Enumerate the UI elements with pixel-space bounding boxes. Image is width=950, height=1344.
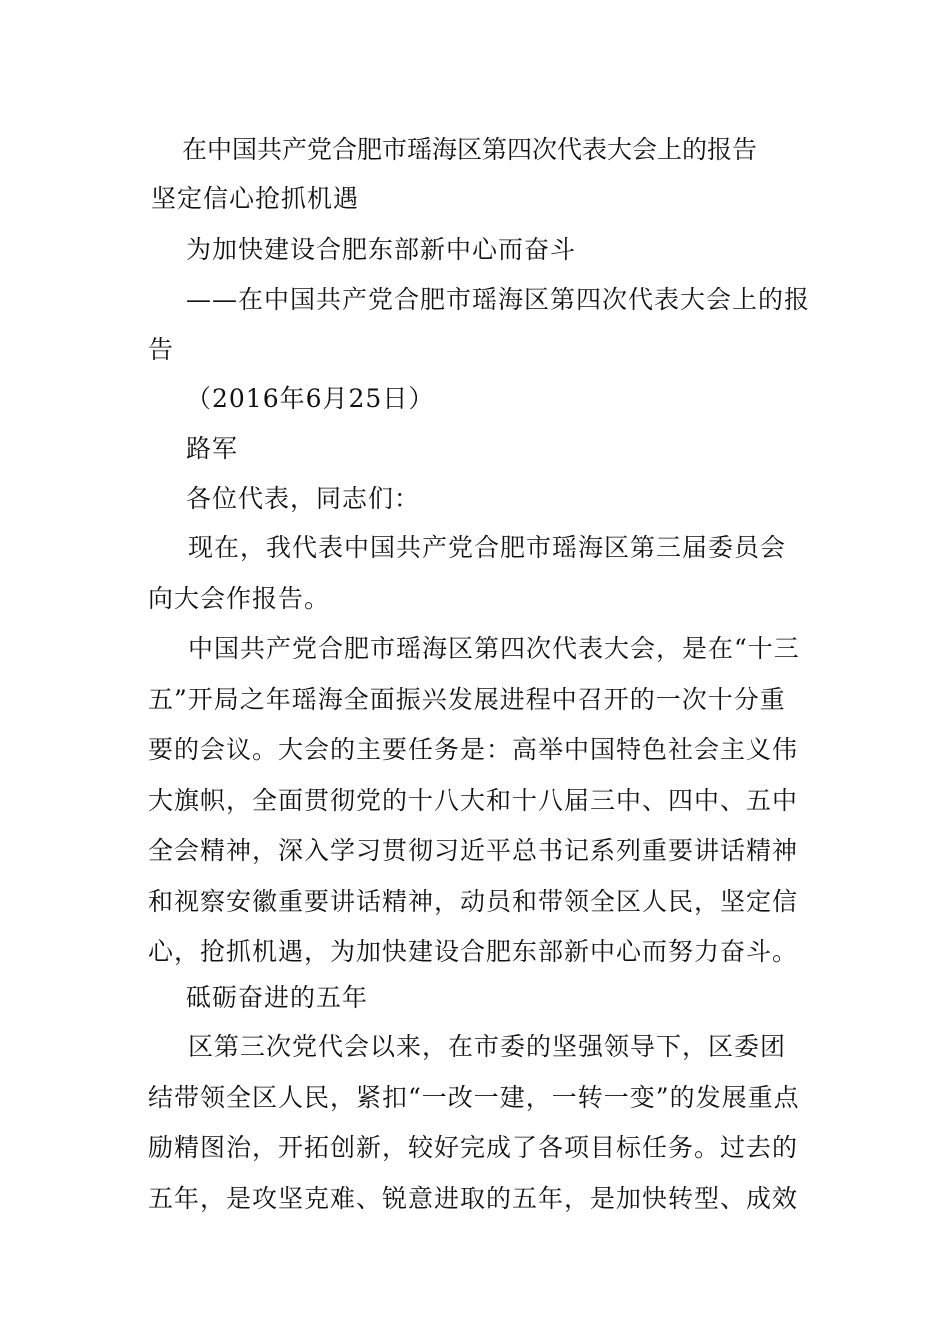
- section-heading: 砥砺奋进的五年: [186, 983, 369, 1012]
- subtitle-main: 坚定信心抢抓机遇: [151, 184, 360, 213]
- report-title: ——在中国共产党合肥市瑶海区第四次代表大会上的报: [186, 285, 811, 314]
- report-title-continuation: 告: [148, 335, 175, 364]
- paragraph-meeting-purpose: 中国共产党合肥市瑶海区第四次代表大会，是在“十三五”开局之年瑶海全面振兴发展进程中召开的一次十分重要的会议。大会的主要任务是：高举中国特色社会主义伟大旗帜，全面贯彻党的十八大和十八届三中、四中、五中全会精神，深入学习贯彻习近平总书记系列重要讲话精神和视察安徽重要讲话精神，动员和带领全区人民，坚定信心，抢抓机遇，为加快建设合肥东部新中心而努力奋斗。: [148, 634, 800, 966]
- salutation: 各位代表，同志们：: [186, 484, 421, 513]
- header-title: 在中国共产党合肥市瑶海区第四次代表大会上的报告: [182, 135, 758, 164]
- report-date: （2016年6月25日）: [186, 384, 435, 413]
- paragraph-five-years: 区第三次党代会以来，在市委的坚强领导下，区委团结带领全区人民，紧扣“一改一建，一转一变”的发展重点励精图治，开拓创新，较好完成了各项目标任务。过去的五年，是攻坚克难、锐意进取的五年，是加快转型、成效: [148, 1032, 800, 1213]
- author-name: 路军: [186, 434, 239, 463]
- subtitle-secondary: 为加快建设合肥东部新中心而奋斗: [186, 235, 577, 264]
- paragraph-intro: 现在，我代表中国共产党合肥市瑶海区第三届委员会向大会作报告。: [148, 533, 787, 613]
